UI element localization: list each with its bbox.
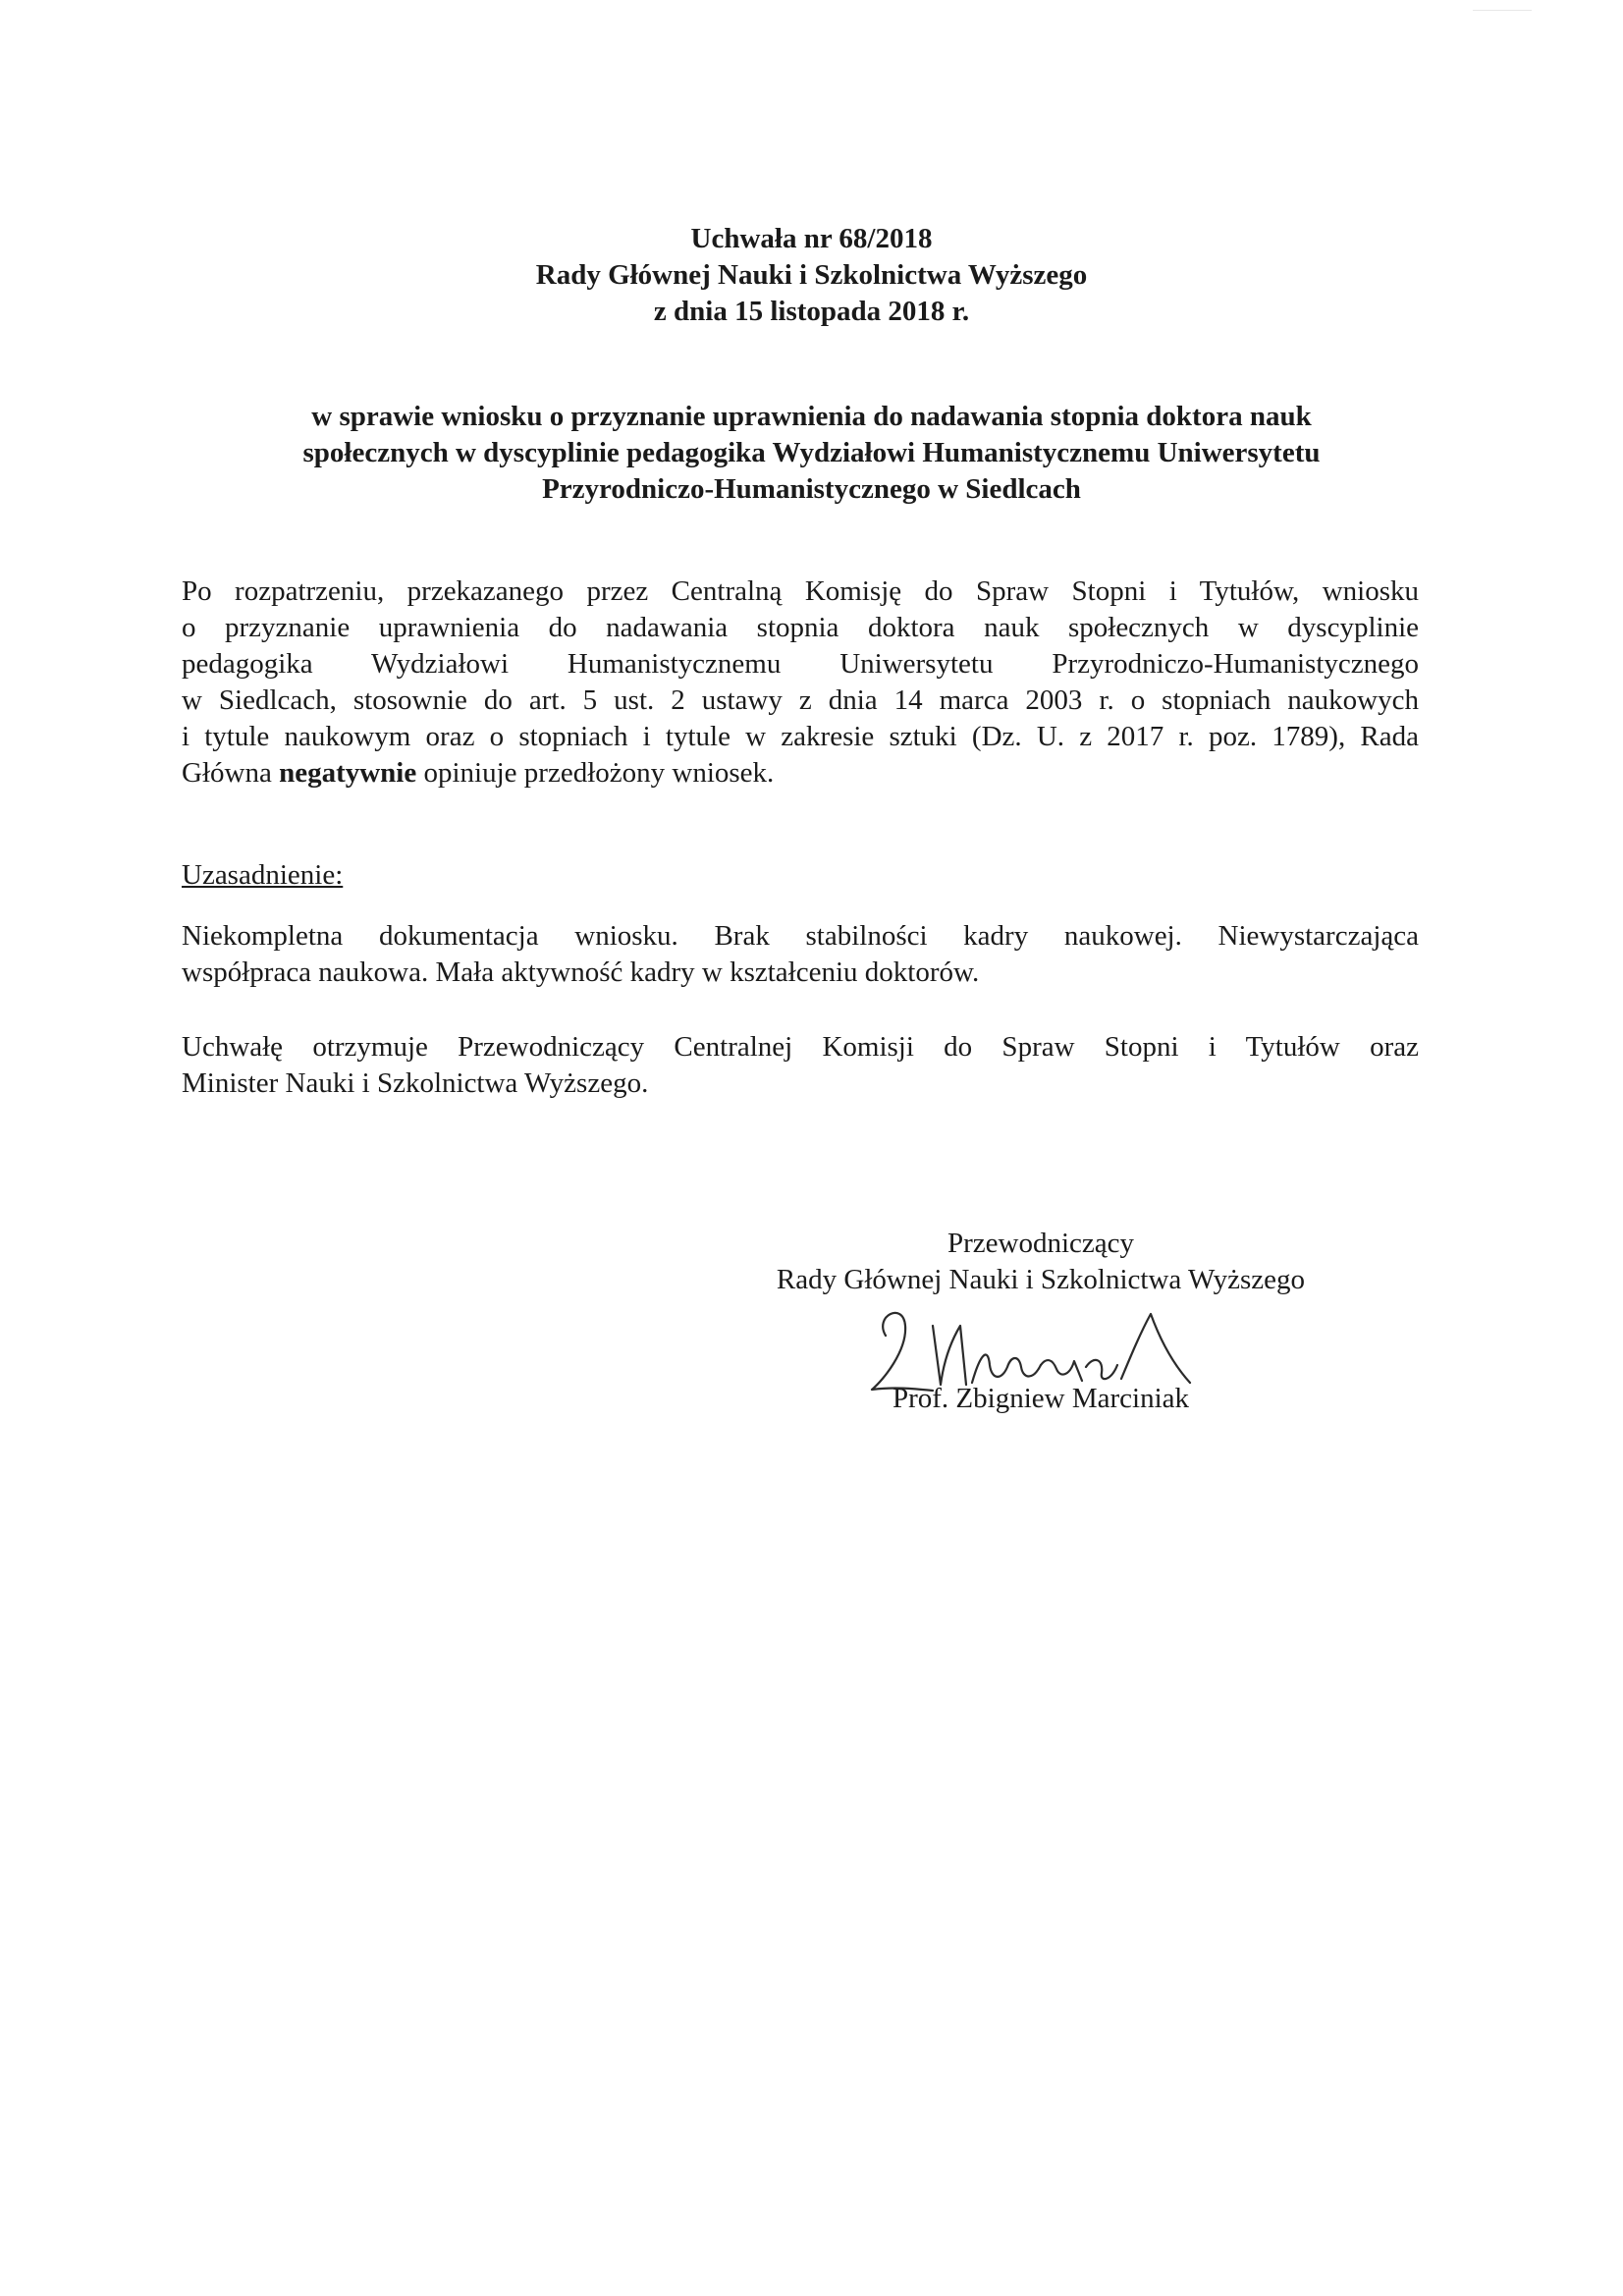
text-segment: opiniuje przedłożony wniosek. bbox=[416, 757, 775, 789]
subject-line: w sprawie wniosku o przyznanie uprawnienia do nadawania stopnia doktora nauk bbox=[311, 401, 1312, 432]
paragraph-line: współpraca naukowa. Mała aktywność kadry w kształceniu doktorów. bbox=[182, 957, 980, 988]
recipients-paragraph bbox=[182, 1029, 1419, 1102]
text-segment: Główna bbox=[182, 757, 280, 789]
subject-line: Przyrodniczo-Humanistycznego w Siedlcach bbox=[542, 473, 1081, 505]
paragraph-line: o przyznanie uprawnienia do nadawania stopnia doktora nauk społecznych w dyscyplinie bbox=[182, 612, 1419, 643]
resolution-date: z dnia 15 listopada 2018 r. bbox=[653, 296, 970, 327]
subject-line: społecznych w dyscyplinie pedagogika Wydziałowi Humanistycznemu Uniwersytetu bbox=[302, 437, 1321, 468]
paragraph-line: Niekompletna dokumentacja wniosku. Brak stabilności kadry naukowej. Niewystarczająca bbox=[182, 920, 1419, 952]
signatory-role: Przewodniczący bbox=[947, 1228, 1134, 1259]
paragraph-line: pedagogika Wydziałowi Humanistycznemu Uniwersytetu Przyrodniczo-Humanistycznego bbox=[182, 648, 1419, 680]
signatory-title bbox=[648, 1226, 1434, 1298]
signatory-name: Prof. Zbigniew Marciniak bbox=[892, 1383, 1189, 1414]
paragraph-line bbox=[182, 755, 1419, 792]
paragraph-line: Po rozpatrzeniu, przekazanego przez Centralną Komisję do Spraw Stopni i Tytułów, wniosku bbox=[182, 575, 1419, 607]
intro-paragraph bbox=[182, 574, 1419, 792]
paragraph-line: Minister Nauki i Szkolnictwa Wyższego. bbox=[182, 1067, 649, 1099]
paragraph-line: Uchwałę otrzymuje Przewodniczący Centralnej Komisji do Spraw Stopni i Tytułów oraz bbox=[182, 1031, 1419, 1063]
justification-paragraph bbox=[182, 918, 1419, 991]
justification-label: Uzasadnienie: bbox=[182, 859, 344, 891]
resolution-subject bbox=[147, 399, 1476, 508]
resolution-number: Uchwała nr 68/2018 bbox=[690, 223, 933, 254]
signatory-body: Rady Głównej Nauki i Szkolnictwa Wyższego bbox=[776, 1264, 1306, 1295]
paragraph-line: i tytule naukowym oraz o stopniach i tytule w zakresie sztuki (Dz. U. z 2017 r. poz. 1789), Rada bbox=[182, 721, 1419, 752]
issuing-body: Rady Głównej Nauki i Szkolnictwa Wyższego bbox=[535, 259, 1088, 291]
resolution-header bbox=[147, 221, 1476, 330]
scan-artifact bbox=[1473, 10, 1532, 11]
paragraph-line: w Siedlcach, stosownie do art. 5 ust. 2 ustawy z dnia 14 marca 2003 r. o stopniach naukowych bbox=[182, 684, 1419, 716]
verdict-bold: negatywnie bbox=[279, 757, 417, 789]
